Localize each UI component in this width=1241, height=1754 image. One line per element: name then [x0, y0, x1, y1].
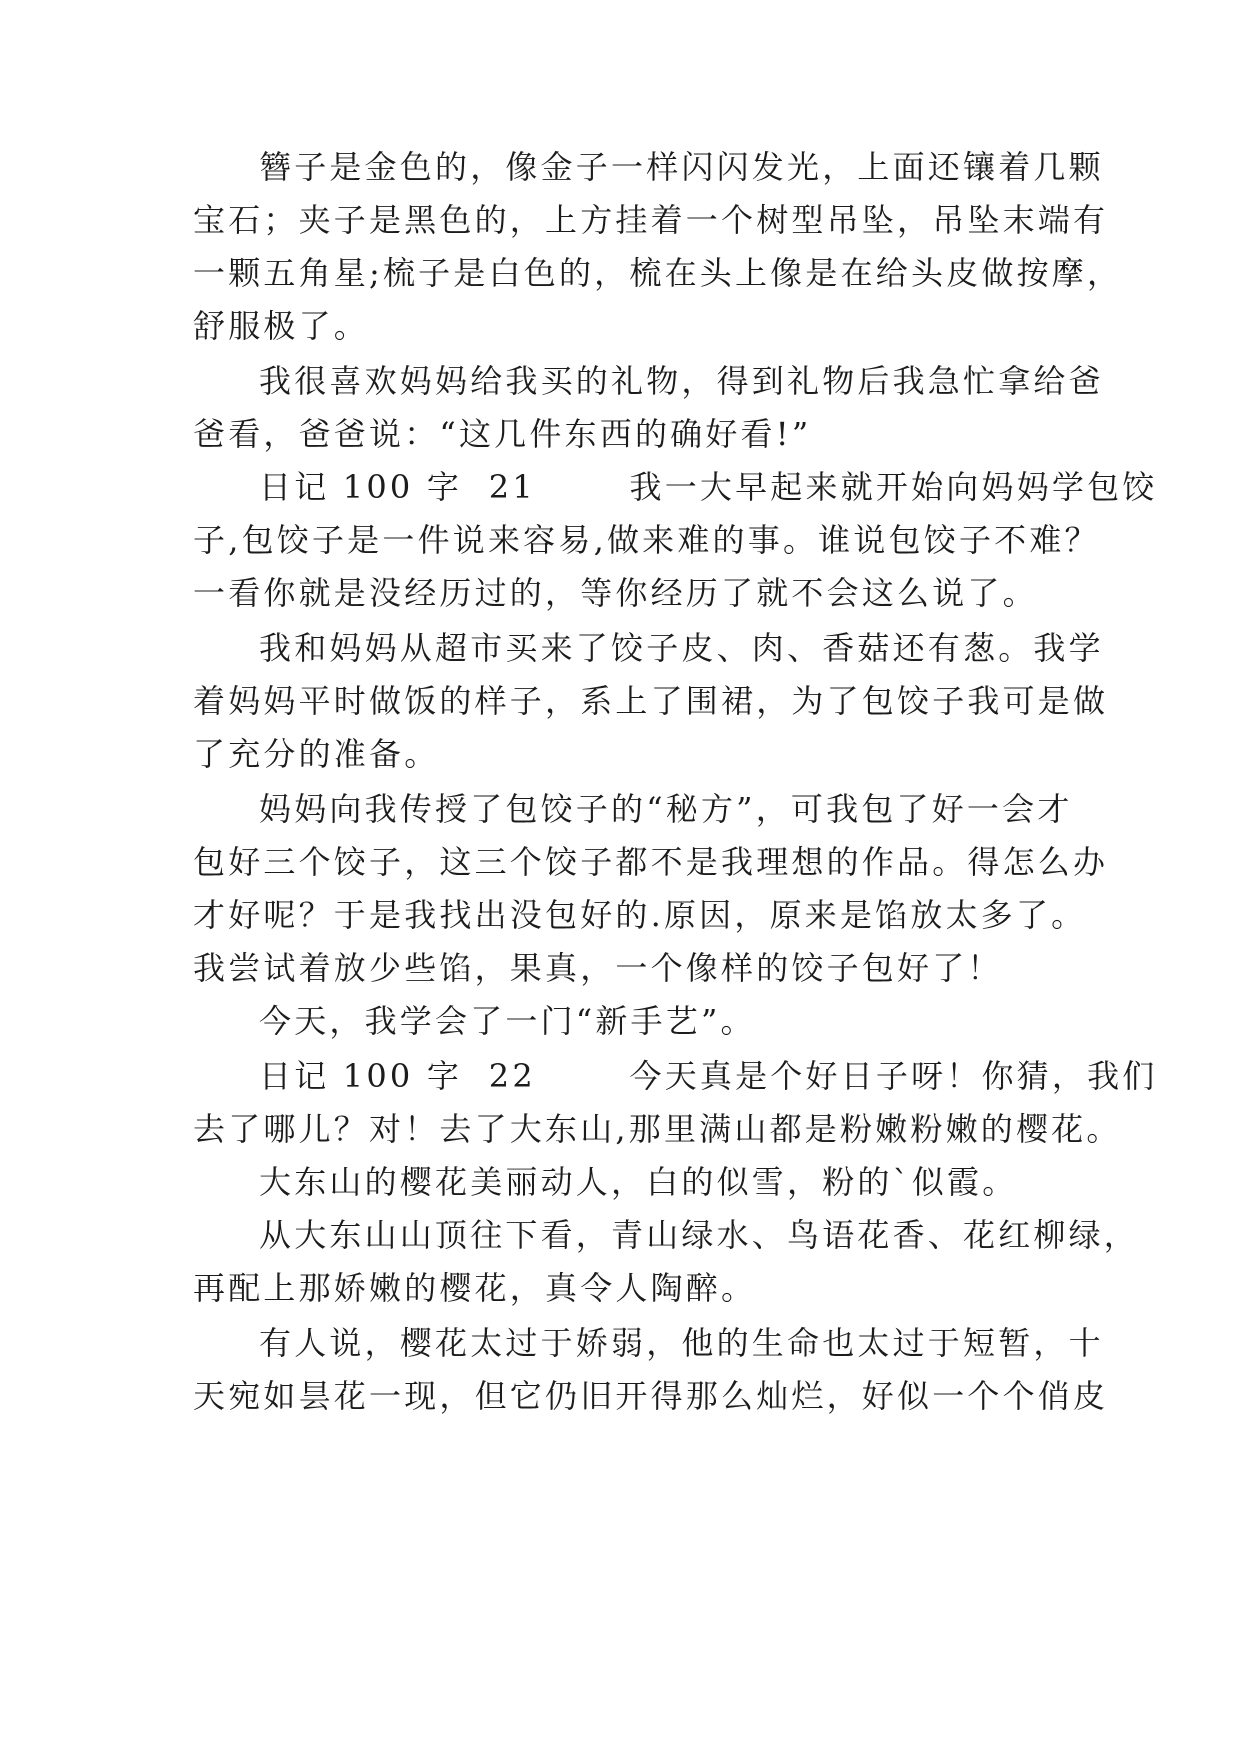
text-line: 子,包饺子是一件说来容易,做来难的事。谁说包饺子不难？: [193, 521, 1100, 559]
text-line: 日记 100 字 22 今天真是个好日子呀！你猜，我们: [259, 1057, 1158, 1095]
text-line: 今天，我学会了一门“新手艺”。: [259, 1002, 756, 1040]
text-line: 包好三个饺子，这三个饺子都不是我理想的作品。得怎么办: [193, 843, 1109, 881]
text-line: 一颗五角星;梳子是白色的，梳在头上像是在给头皮做按摩，: [193, 254, 1123, 292]
text-line: 着妈妈平时做饭的样子，系上了围裙，为了包饺子我可是做: [193, 682, 1109, 720]
text-line: 大东山的樱花美丽动人，白的似雪，粉的`似霞。: [259, 1163, 1018, 1201]
text-line: 了充分的准备。: [193, 735, 440, 773]
text-line: 从大东山山顶往下看，青山绿水、鸟语花香、花红柳绿，: [259, 1216, 1140, 1254]
text-line: 再配上那娇嫩的樱花，真令人陶醉。: [193, 1269, 757, 1307]
text-line: 一看你就是没经历过的，等你经历了就不会这么说了。: [193, 574, 1038, 612]
text-line: 天宛如昙花一现，但它仍旧开得那么灿烂，好似一个个俏皮: [193, 1377, 1109, 1415]
text-line: 我尝试着放少些馅，果真，一个像样的饺子包好了！: [193, 949, 1003, 987]
text-line: 簪子是金色的，像金子一样闪闪发光，上面还镶着几颗: [259, 148, 1104, 186]
text-line: 宝石；夹子是黑色的，上方挂着一个树型吊坠，吊坠末端有: [193, 201, 1109, 239]
text-line: 我和妈妈从超市买来了饺子皮、肉、香菇还有葱。我学: [259, 629, 1104, 667]
text-line: 才好呢？于是我找出没包好的.原因，原来是馅放太多了。: [193, 896, 1087, 934]
text-line: 妈妈向我传授了包饺子的“秘方”，可我包了好一会才: [259, 790, 1073, 828]
text-line: 爸看，爸爸说：“这几件东西的确好看!”: [193, 415, 812, 453]
text-line: 舒服极了。: [193, 307, 370, 345]
text-line: 日记 100 字 21 我一大早起来就开始向妈妈学包饺: [259, 468, 1158, 506]
text-line: 去了哪儿？对！去了大东山,那里满山都是粉嫩粉嫩的樱花。: [193, 1110, 1122, 1148]
text-line: 有人说，樱花太过于娇弱，他的生命也太过于短暂，十: [259, 1324, 1104, 1362]
text-line: 我很喜欢妈妈给我买的礼物，得到礼物后我急忙拿给爸: [259, 362, 1104, 400]
